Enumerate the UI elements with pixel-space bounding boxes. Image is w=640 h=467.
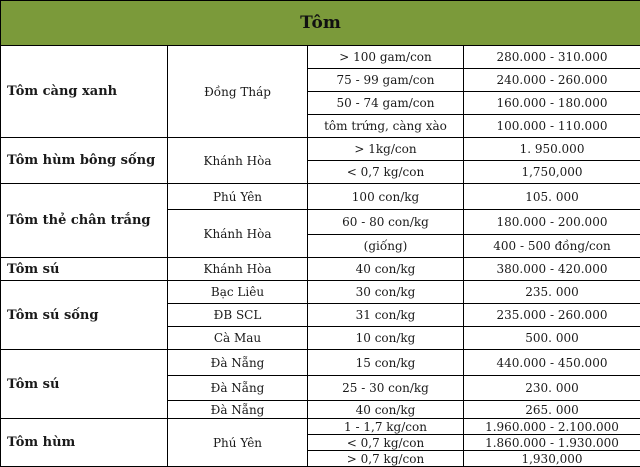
spec-cell: 40 con/kg xyxy=(308,401,464,419)
product-name: Tôm hùm xyxy=(1,419,168,467)
location-cell: Cà Mau xyxy=(168,327,308,350)
product-name: Tôm sú sống xyxy=(1,281,168,350)
product-name: Tôm càng xanh xyxy=(1,46,168,138)
spec-cell: 60 - 80 con/kg xyxy=(308,210,464,235)
title-row xyxy=(1,1,640,46)
price-cell: 230. 000 xyxy=(464,376,640,401)
location-cell: ĐB SCL xyxy=(168,304,308,327)
price-cell: 1.960.000 - 2.100.000 xyxy=(464,419,640,435)
location-cell: Khánh Hòa xyxy=(168,258,308,281)
price-cell: 105. 000 xyxy=(464,184,640,210)
location-cell: Đồng Tháp xyxy=(168,46,308,138)
location-cell: Khánh Hòa xyxy=(168,138,308,184)
spec-cell: 75 - 99 gam/con xyxy=(308,69,464,92)
spec-cell: 40 con/kg xyxy=(308,258,464,281)
product-name: Tôm sú xyxy=(1,350,168,419)
table-row xyxy=(1,258,640,281)
spec-cell: 30 con/kg xyxy=(308,281,464,304)
price-cell: 240.000 - 260.000 xyxy=(464,69,640,92)
spec-cell: > 0,7 kg/con xyxy=(308,451,464,467)
spec-cell: < 0,7 kg/con xyxy=(308,161,464,184)
location-cell: Đà Nẵng xyxy=(168,350,308,376)
price-cell: 1. 950.000 xyxy=(464,138,640,161)
price-cell: 235.000 - 260.000 xyxy=(464,304,640,327)
price-cell: 235. 000 xyxy=(464,281,640,304)
table-row xyxy=(1,350,640,376)
price-cell: 160.000 - 180.000 xyxy=(464,92,640,115)
product-name: Tôm sú xyxy=(1,258,168,281)
table-row xyxy=(1,419,640,435)
price-cell: 280.000 - 310.000 xyxy=(464,46,640,69)
price-cell: 180.000 - 200.000 xyxy=(464,210,640,235)
table-row xyxy=(1,138,640,161)
spec-cell: tôm trứng, càng xào xyxy=(308,115,464,138)
price-cell: 440.000 - 450.000 xyxy=(464,350,640,376)
table-title: Tôm xyxy=(1,1,640,46)
location-cell: Đà Nẵng xyxy=(168,401,308,419)
price-cell: 400 - 500 đồng/con xyxy=(464,235,640,258)
location-cell: Bạc Liêu xyxy=(168,281,308,304)
spec-cell: 10 con/kg xyxy=(308,327,464,350)
spec-cell: > 1kg/con xyxy=(308,138,464,161)
location-cell: Phú Yên xyxy=(168,184,308,210)
spec-cell: 1 - 1,7 kg/con xyxy=(308,419,464,435)
price-cell: 1,930,000 xyxy=(464,451,640,467)
spec-cell: 25 - 30 con/kg xyxy=(308,376,464,401)
price-cell: 265. 000 xyxy=(464,401,640,419)
price-cell: 1,750,000 xyxy=(464,161,640,184)
location-cell: Đà Nẵng xyxy=(168,376,308,401)
product-name: Tôm thẻ chân trắng xyxy=(1,184,168,258)
price-cell: 100.000 - 110.000 xyxy=(464,115,640,138)
spec-cell: < 0,7 kg/con xyxy=(308,435,464,451)
spec-cell: (giống) xyxy=(308,235,464,258)
table-body xyxy=(1,46,640,467)
spec-cell: 100 con/kg xyxy=(308,184,464,210)
price-cell: 1.860.000 - 1.930.000 xyxy=(464,435,640,451)
spec-cell: > 100 gam/con xyxy=(308,46,464,69)
location-cell: Phú Yên xyxy=(168,419,308,467)
price-cell: 500. 000 xyxy=(464,327,640,350)
product-name: Tôm hùm bông sống xyxy=(1,138,168,184)
spec-cell: 31 con/kg xyxy=(308,304,464,327)
table-row xyxy=(1,184,640,210)
location-cell: Khánh Hòa xyxy=(168,210,308,258)
spec-cell: 15 con/kg xyxy=(308,350,464,376)
table-row xyxy=(1,281,640,304)
price-cell: 380.000 - 420.000 xyxy=(464,258,640,281)
spec-cell: 50 - 74 gam/con xyxy=(308,92,464,115)
table-row xyxy=(1,46,640,69)
